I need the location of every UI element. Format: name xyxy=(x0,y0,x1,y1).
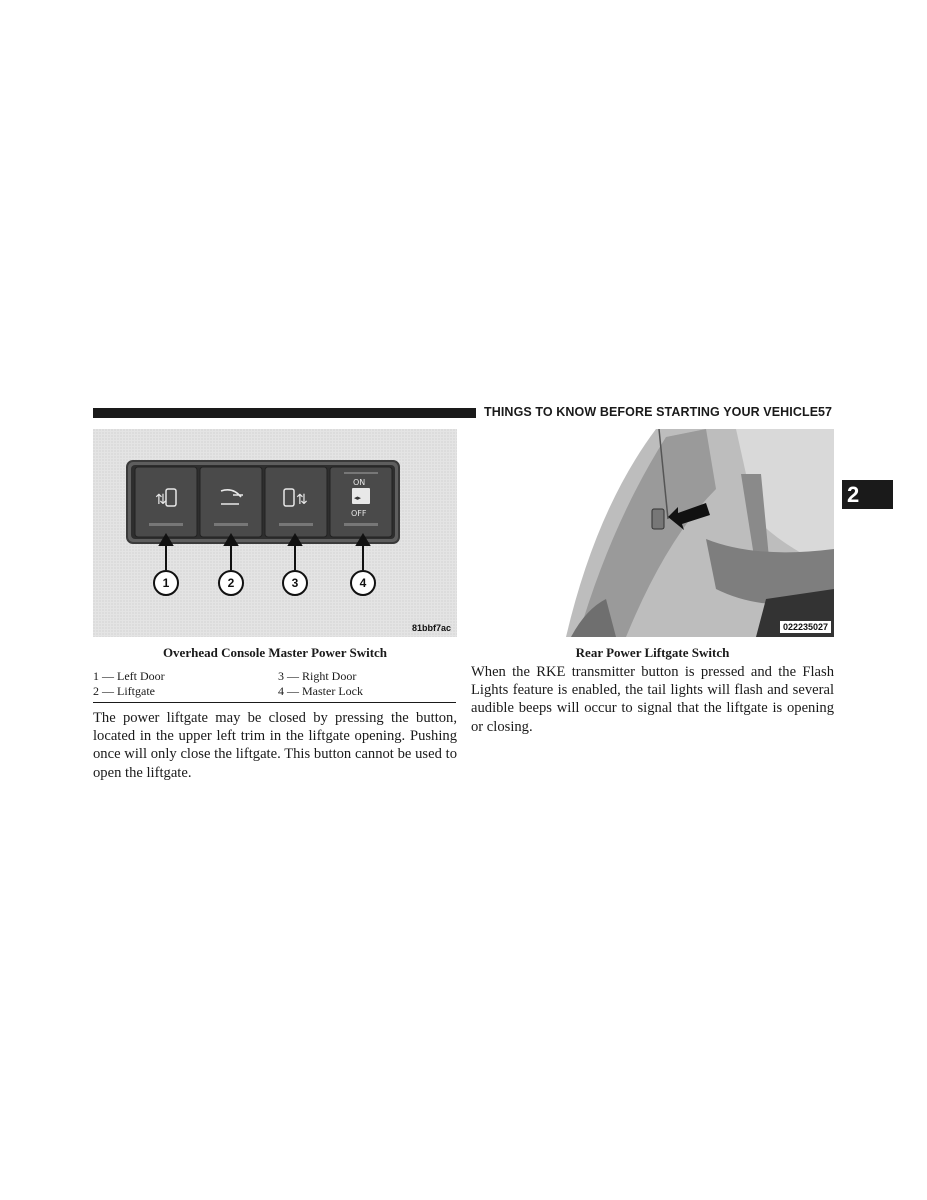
header-rule xyxy=(93,408,476,418)
body-paragraph-liftgate-button: The power liftgate may be closed by pressing the button, located in the upper left trim in the liftgate opening. Pushing once will only close the liftgate. This button cannot be used to open the liftgate. xyxy=(93,710,457,781)
legend-row xyxy=(93,669,456,684)
legend-item: 3 — Right Door xyxy=(278,669,357,683)
switch-on-label: ON xyxy=(353,478,366,487)
legend-item: 1 — Left Door xyxy=(93,669,165,683)
svg-text:◂▸: ◂▸ xyxy=(354,494,362,502)
legend-item: 4 — Master Lock xyxy=(278,684,363,698)
master-lock-button xyxy=(330,467,392,537)
right-door-button xyxy=(265,467,327,537)
liftgate-switch xyxy=(652,509,664,529)
svg-text:⇅: ⇅ xyxy=(296,492,308,508)
svg-text:⇅: ⇅ xyxy=(155,492,167,508)
legend-divider xyxy=(93,702,456,703)
liftgate-button xyxy=(200,467,262,537)
page-number: 57 xyxy=(818,405,832,419)
callout-2-label: 2 xyxy=(227,576,235,590)
figure-caption-left: Overhead Console Master Power Switch xyxy=(162,645,388,660)
callout-4-label: 4 xyxy=(359,576,367,590)
figure-id-left: 81bbf7ac xyxy=(411,623,451,633)
figure-caption-right: Rear Power Liftgate Switch xyxy=(575,645,730,660)
running-header-title: THINGS TO KNOW BEFORE STARTING YOUR VEHICLE xyxy=(484,405,819,419)
left-door-button xyxy=(135,467,197,537)
callout-1-label: 1 xyxy=(162,576,170,590)
switch-off-label: OFF xyxy=(351,509,367,518)
overhead-console-figure xyxy=(93,429,457,637)
liftgate-interior-illustration xyxy=(556,429,834,637)
figure-id-right: 022235027 xyxy=(779,620,832,634)
body-paragraph-rke-flash: When the RKE transmitter button is pressed and the Flash Lights feature is enabled, the tail lights will flash and several audible beeps will occur to signal that the liftgate is opening or closing. xyxy=(471,664,834,735)
legend-row xyxy=(93,684,456,699)
switch-panel-illustration xyxy=(93,429,457,637)
figure-legend xyxy=(93,669,456,699)
callout-3-label: 3 xyxy=(291,576,299,590)
rear-liftgate-figure xyxy=(556,429,834,637)
legend-item: 2 — Liftgate xyxy=(93,684,155,698)
chapter-tab: 2 xyxy=(842,480,893,509)
